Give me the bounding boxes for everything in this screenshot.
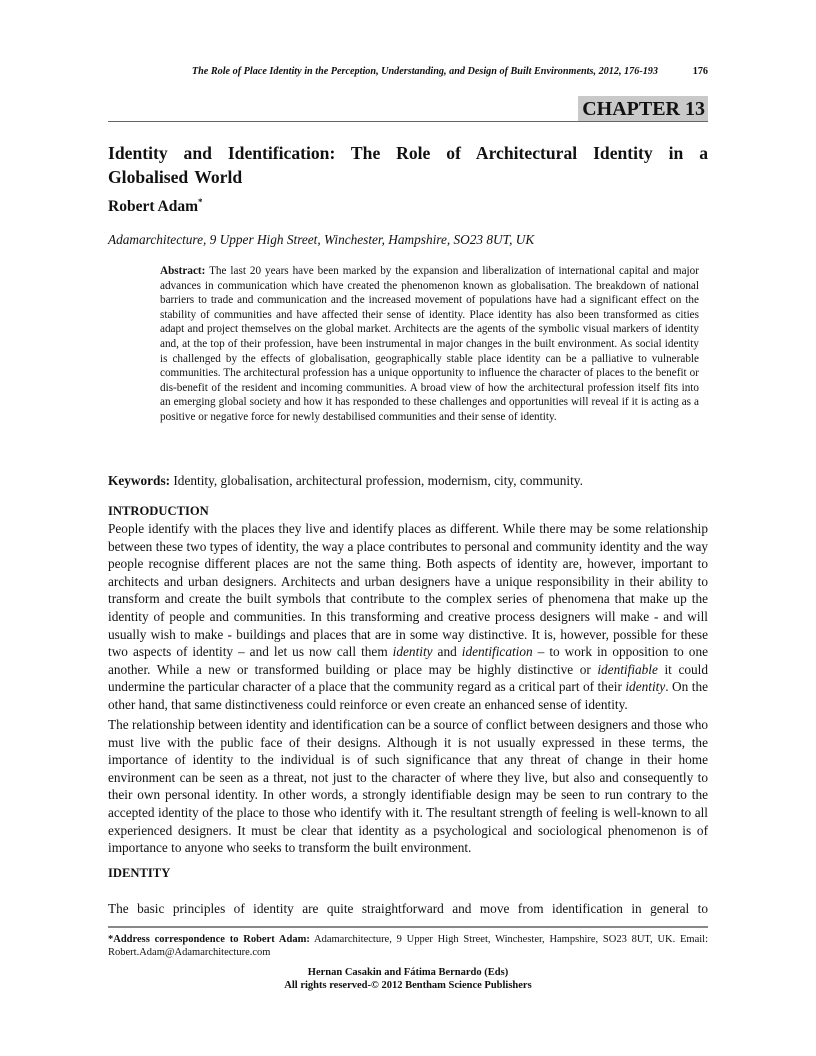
- affiliation: Adamarchitecture, 9 Upper High Street, Winchester, Hampshire, SO23 8UT, UK: [108, 232, 535, 247]
- author: [108, 197, 202, 216]
- author-name: Robert Adam: [108, 198, 198, 216]
- italic-term: identification: [461, 644, 533, 660]
- author-marker: *: [197, 197, 203, 207]
- text-segment: . On the other hand, that same distinctiveness could reinforce or even create an enhanced sense of identity.: [108, 679, 708, 712]
- chapter-label: CHAPTER 13: [578, 96, 708, 121]
- rights-line: All rights reserved-© 2012 Bentham Science Publishers: [284, 979, 532, 991]
- footnote-text: Adamarchitecture, 9 Upper High Street, Winchester, Hampshire, SO23 8UT, UK. Email: Robert.Adam@Adamarchitecture.com: [108, 934, 708, 958]
- abstract: [160, 264, 699, 425]
- running-head-title: The Role of Place Identity in the Perception, Understanding, and Design of Built Environments,: [191, 66, 597, 77]
- text-segment: – to work in opposition to one another. While a new or transformed building or place may be highly distinctive or: [108, 644, 709, 677]
- keywords-text: Identity, globalisation, architectural profession, modernism, city, community.: [170, 473, 583, 488]
- footnote-label: *Address correspondence to Robert Adam:: [108, 934, 310, 945]
- footnote: [108, 933, 708, 959]
- abstract-label: Abstract:: [160, 265, 206, 277]
- section-heading-identity: IDENTITY: [108, 866, 171, 880]
- paragraph-identity-1: The basic principles of identity are quite straightforward and move from identification in general to: [108, 901, 708, 916]
- editors-line: Hernan Casakin and Fátima Bernardo (Eds): [307, 967, 509, 978]
- text-segment: and: [432, 644, 462, 660]
- paragraph-intro-2: The relationship between identity and identification can be a source of conflict between designers and those who must live with the public face of their designs. Although it is not usually expressed in these terms, the importance of identity to the individual is of such significance that any threat of change in their home environment can be seen as a threat, not just to the character of where they live, but also and consequently to their own personal identity. In other words, a strongly identifiable design may be seen to run contrary to the accepted identity of the place to those who identify with it. The resultant strength of feeling is well-known to all experienced designers. It must be clear that identity as a psychological and sociological phenomenon is of importance to anyone who seeks to transform the built environment.: [108, 717, 708, 856]
- text-segment: it could undermine the particular character of a place that the community regard as a critical part of their: [108, 661, 708, 695]
- running-head: [108, 66, 698, 77]
- paragraph-intro-1: [108, 520, 708, 714]
- running-head-pages: 2012, 176-193: [596, 66, 658, 77]
- footnote-rule: [108, 926, 708, 928]
- chapter-title: Identity and Identification: The Role of Architectural Identity in a Globalised World: [108, 143, 708, 187]
- italic-term: identifiable: [597, 661, 658, 677]
- italic-term: identity: [625, 679, 666, 695]
- abstract-text: The last 20 years have been marked by the expansion and liberalization of international capital and major advances in communication which have created the phenomenon known as globalisation. The breakdown of national barriers to trade and communication and the increased movement of populations have had a significant effect on the stability of communities and have affected their sense of identity. Place identity has also been transformed as cities adapt and project themselves on the global market. Architects are the agents of the symbolic visual markers of identity and, at the top of their profession, have been instrumental in major changes in the built environment. As social identity is challenged by the effects of globalisation, geographically stable place identity can be a palliative to vulnerable communities. The architectural profession has a unique opportunity to influence the character of places to the benefit or dis-benefit of the resident and incoming communities. A broad view of how the architectural profession itself fits into an emerging global society and how it has responded to these challenges and opportunities will reveal if it is acting as a positive or negative force for newly destabilised communities and their sense of identity.: [160, 265, 699, 423]
- text-segment: People identify with the places they live and identify places as different. While there may be some relationship between these two types of identity, the way a place contributes to personal and community identity and the way people recognise different places are not the same thing. Both aspects of identity are, however, important to architects and urban designers. Architects and urban designers have a unique responsibility in their ability to transform and create the built symbols that contribute to the complex series of phenomena that make up the identity of people and communities. In this transforming and creative process designers will make - and will usually wish to make - buildings and places that are in some way distinctive. It is, however, possible for these two aspects of identity – and let us now call them: [108, 521, 708, 660]
- keywords: [108, 473, 583, 489]
- italic-term: identity: [392, 644, 433, 660]
- section-heading-introduction: INTRODUCTION: [108, 504, 209, 518]
- keywords-label: Keywords:: [108, 473, 171, 488]
- page-number: 176: [692, 66, 708, 77]
- chapter-rule: [108, 121, 708, 122]
- publisher-footer: [108, 967, 708, 992]
